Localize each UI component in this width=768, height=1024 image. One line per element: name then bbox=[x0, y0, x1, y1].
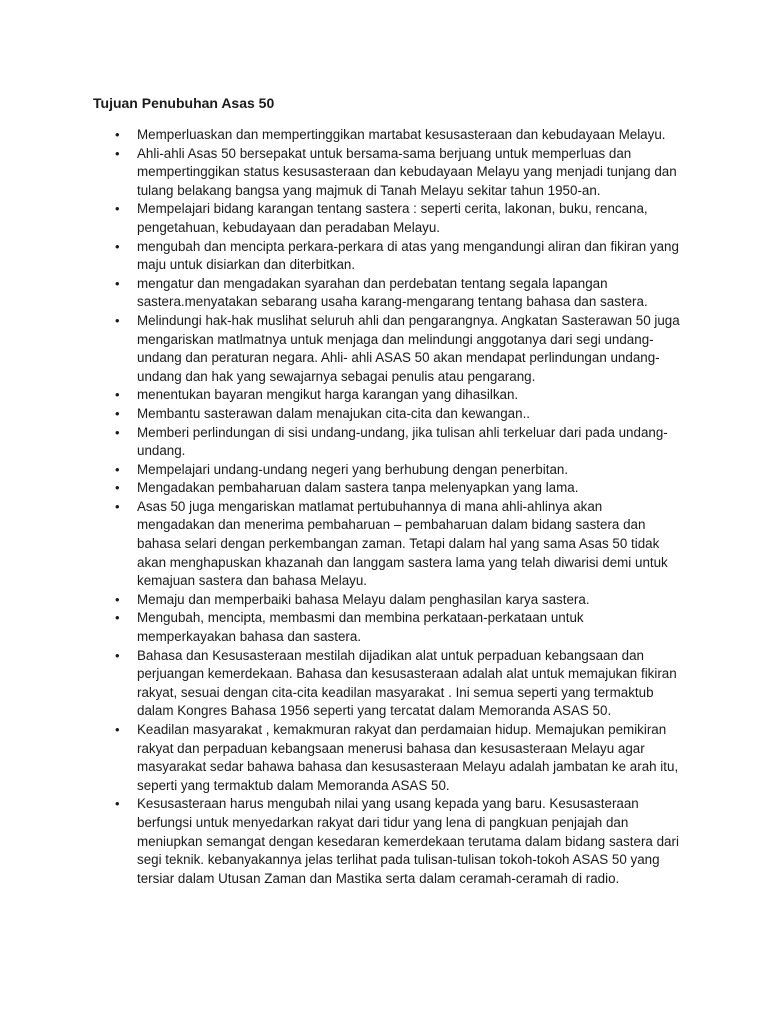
list-item-text: Memberi perlindungan di sisi undang-undang, jika tulisan ahli terkeluar dari pada undang-undang. bbox=[137, 424, 668, 459]
list-item-text: Mengubah, mencipta, membasmi dan membina perkataan-perkataan untuk memperkayakan bahasa dan sastera. bbox=[137, 610, 584, 645]
bullet-icon: • bbox=[115, 238, 120, 254]
list-item-text: Mempelajari undang-undang negeri yang berhubung dengan penerbitan. bbox=[137, 461, 569, 477]
bullet-icon: • bbox=[115, 312, 120, 328]
list-item bbox=[93, 238, 683, 275]
list-item-text: Memperluaskan dan mempertinggikan martabat kesusasteraan dan kebudayaan Melayu. bbox=[137, 127, 666, 142]
list-item bbox=[93, 647, 683, 721]
bullet-icon: • bbox=[115, 387, 120, 403]
list-item bbox=[93, 275, 683, 312]
bullet-icon: • bbox=[115, 480, 120, 496]
list-item-text: Ahli-ahli Asas 50 bersepakat untuk bersama-sama berjuang untuk memperluas dan mempertinggikan status kesusasteraan dan kebudayaan Melayu yang menjadi tunjang dan tulang belakang bangsa yang majmuk di Tanah Melayu sekitar tahun 1950-an. bbox=[137, 145, 677, 198]
list-item-text: Keadilan masyarakat , kemakmuran rakyat dan perdamaian hidup. Memajukan pemikiran rakyat dan perpaduan kebangsaan menerusi bahasa dan kesusasteraan Melayu agar masyarakat sedar bahawa bahasa dan kesusasteraan Melayu adalah jambatan ke arah itu, seperti yang termaktub dalam Memoranda ASAS 50. bbox=[137, 722, 679, 793]
list-item bbox=[93, 461, 683, 480]
list-item bbox=[93, 479, 683, 498]
list-item bbox=[93, 126, 683, 145]
objectives-list bbox=[93, 126, 683, 888]
list-item bbox=[93, 591, 683, 610]
bullet-icon: • bbox=[115, 610, 120, 626]
list-item bbox=[93, 145, 683, 201]
list-item bbox=[93, 386, 683, 405]
bullet-icon: • bbox=[115, 591, 120, 607]
bullet-icon: • bbox=[115, 275, 120, 291]
list-item-text: mengatur dan mengadakan syarahan dan perdebatan tentang segala lapangan sastera.menyatakan sebarang usaha karang-mengarang tentang bahasa dan sastera. bbox=[137, 275, 648, 310]
list-item-text: Memaju dan memperbaiki bahasa Melayu dalam penghasilan karya sastera. bbox=[137, 591, 590, 607]
list-item-text: Membantu sasterawan dalam menajukan cita-cita dan kewangan.. bbox=[137, 405, 531, 421]
list-item bbox=[93, 721, 683, 795]
list-item bbox=[93, 200, 683, 237]
list-item-text: Melindungi hak-hak muslihat seluruh ahli dan pengarangnya. Angkatan Sasterawan 50 juga mengariskan matlmatnya untuk menjaga dan melindungi anggotanya dari segi undang-undang dan peraturan negara. Ahli- ahli ASAS 50 akan mendapat perlindungan undang-undang dan hak yang sewajarnya sebagai penulis atau pengarang. bbox=[137, 312, 680, 384]
bullet-icon: • bbox=[115, 498, 120, 514]
list-item-text: menentukan bayaran mengikut harga karangan yang dihasilkan. bbox=[137, 387, 519, 403]
bullet-icon: • bbox=[115, 405, 120, 421]
list-item bbox=[93, 609, 683, 646]
list-item-text: Bahasa dan Kesusasteraan mestilah dijadikan alat untuk perpaduan kebangsaan dan perjuangan kemerdekaan. Bahasa dan kesusasteraan adalah alat untuk memajukan fikiran rakyat, sesuai dengan cita-cita keadilan masyarakat . Ini semua seperti yang termaktub dalam Kongres Bahasa 1956 seperti yang tercatat dalam Memoranda ASAS 50. bbox=[137, 647, 677, 719]
list-item-text: mengubah dan mencipta perkara-perkara di atas yang mengandungi aliran dan fikiran yang maju untuk disiarkan dan diterbitkan. bbox=[137, 238, 679, 273]
bullet-icon: • bbox=[115, 722, 120, 737]
list-item-text: Kesusasteraan harus mengubah nilai yang usang kepada yang baru. Kesusasteraan berfungsi untuk menyedarkan rakyat dari tidur yang lena di pangkuan penjajah dan meniupkan semangat dengan kesedaran kemerdekaan terutama dalam bidang sastera dari segi teknik. kebanyakannya jelas terlihat pada tulisan-tulisan tokoh-tokoh ASAS 50 yang tersiar dalam Utusan Zaman dan Mastika serta dalam ceramah-ceramah di radio. bbox=[137, 796, 679, 886]
bullet-icon: • bbox=[115, 145, 120, 161]
list-item bbox=[93, 312, 683, 386]
bullet-icon: • bbox=[115, 461, 120, 477]
list-item bbox=[93, 405, 683, 424]
document-title: Tujuan Penubuhan Asas 50 bbox=[93, 95, 275, 111]
list-item bbox=[93, 498, 683, 591]
bullet-icon: • bbox=[115, 647, 120, 663]
list-item-text: Asas 50 juga mengariskan matlamat pertubuhannya di mana ahli-ahlinya akan mengadakan dan menerima pembaharuan – pembaharuan dalam bidang sastera dan bahasa selari dengan perkembangan zaman. Tetapi dalam hal yang sama Asas 50 tidak akan menghapuskan khazanah dan langgam sastera lama yang telah diwarisi demi untuk kemajuan sastera dan bahasa Melayu. bbox=[137, 498, 668, 589]
bullet-icon: • bbox=[115, 127, 120, 142]
bullet-icon: • bbox=[115, 796, 120, 812]
bullet-icon: • bbox=[115, 424, 120, 440]
list-item bbox=[93, 424, 683, 461]
list-item-text: Mengadakan pembaharuan dalam sastera tanpa melenyapkan yang lama. bbox=[137, 480, 579, 496]
bullet-icon: • bbox=[115, 201, 120, 217]
list-item-text: Mempelajari bidang karangan tentang sastera : seperti cerita, lakonan, buku, rencana, pengetahuan, kebudayaan dan peradaban Melayu. bbox=[137, 201, 648, 235]
list-item bbox=[93, 795, 683, 888]
